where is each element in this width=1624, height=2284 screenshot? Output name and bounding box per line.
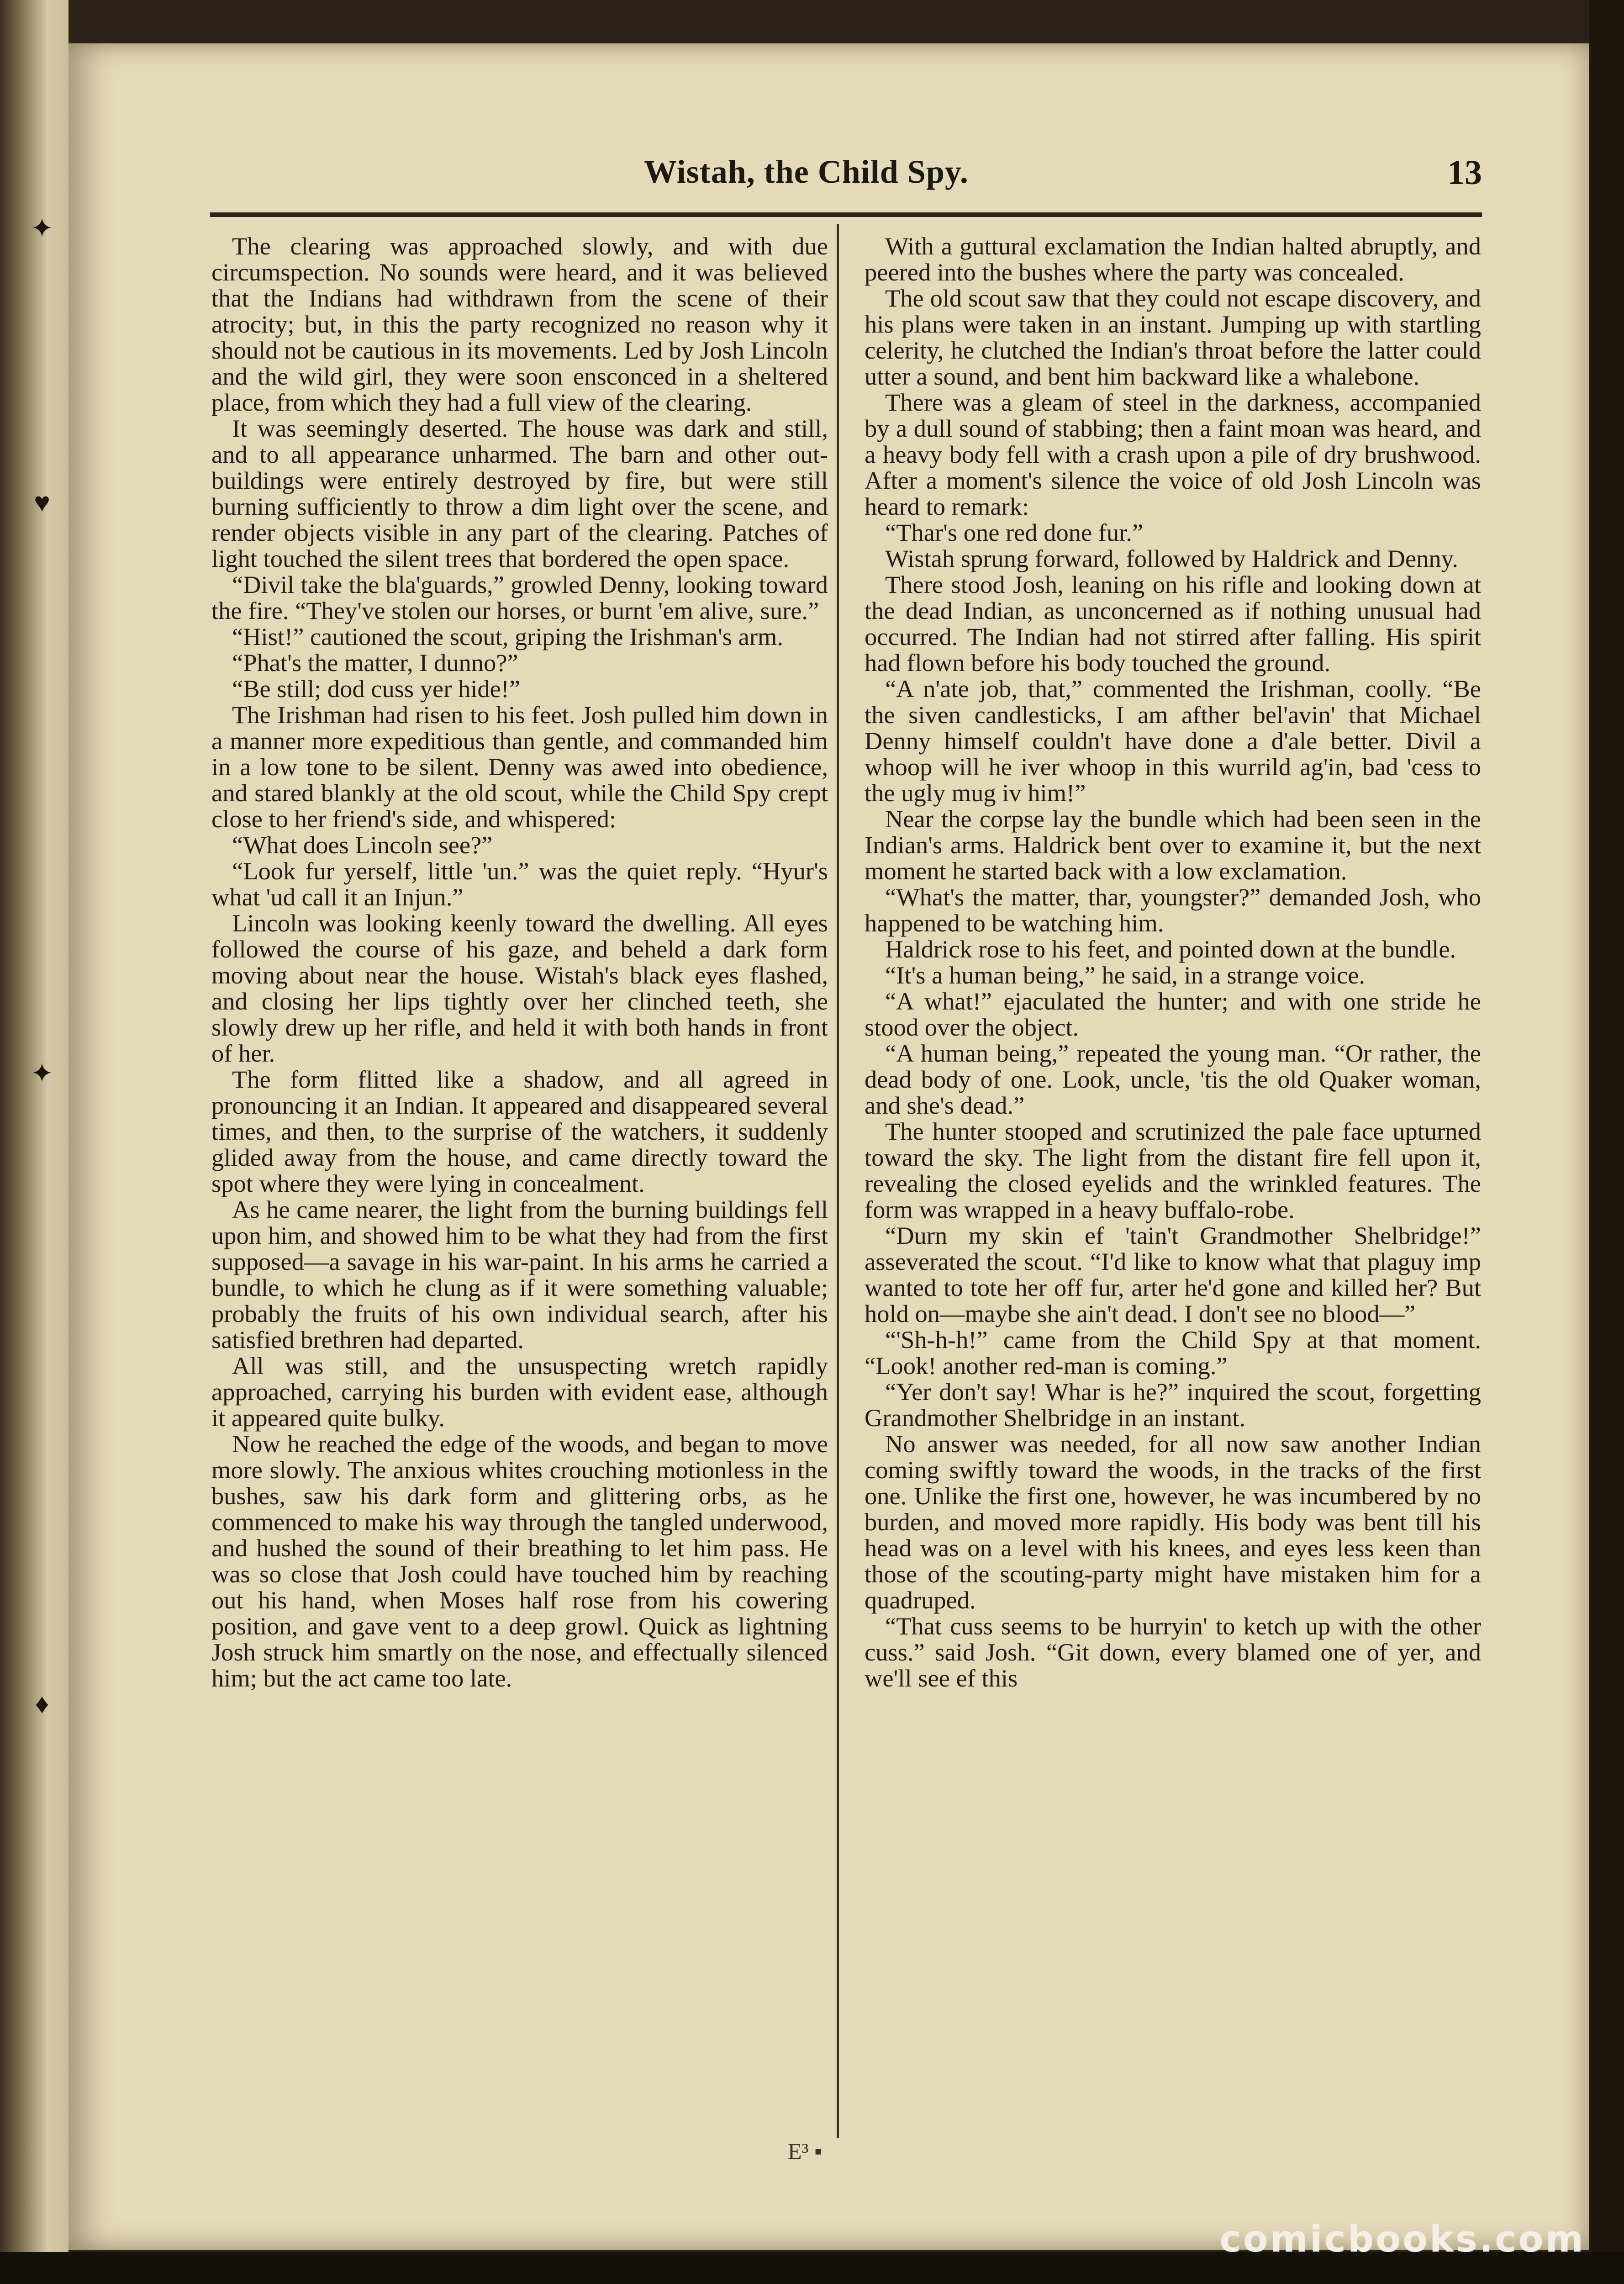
paragraph: The clearing was approached slowly, and with due circumspection. No sounds were heard, and it was believed that the Indians had withdrawn from the scene of their atrocity; but, in this the party recognized no reason why it should not be cautious in its movements. Led by Josh Lincoln and the wild girl, they were soon ensconced in a sheltered place, from which they had a full view of the clearing. — [211, 232, 828, 416]
paragraph: Wistah sprung forward, followed by Haldrick and Denny. — [885, 545, 1459, 572]
paragraph: As he came nearer, the light from the burning buildings fell upon him, and showed him to be what they had from the first supposed—a savage in his war-paint. In his arms he carried a bundle, to which he clung as if it were something valuable; probably the fruits of his own individual search, after his satisfied brethren had departed. — [211, 1195, 828, 1353]
paragraph: “It's a human being,” he said, in a strange voice. — [885, 961, 1366, 989]
column-divider — [837, 224, 839, 2138]
binding-stitch: ♥ — [34, 487, 50, 518]
paragraph: “Yer don't say! Whar is he?” inquired the scout, forgetting Grandmother Shelbridge in an instant. — [865, 1378, 1481, 1432]
page-number: 13 — [1447, 153, 1482, 192]
paragraph: All was still, and the unsuspecting wretch rapidly approached, carrying his burden with evident ease, although it appeared quite bulky. — [211, 1352, 828, 1432]
paragraph: Haldrick rose to his feet, and pointed down at the bundle. — [885, 935, 1456, 963]
binding-stitch: ✦ — [30, 1058, 54, 1089]
binding-stitch: ♦ — [35, 1689, 49, 1719]
paragraph: It was seemingly deserted. The house was dark and still, and to all appearance unharmed. The barn and other out-buildings were entirely destroyed by fire, but were still burning sufficiently to throw a dim light over the scene, and render objects visible in any part of the clearing. Patches of light touched the silent trees that bordered the open space. — [211, 414, 828, 572]
paragraph: “That cuss seems to be hurryin' to ketch up with the other cuss.” said Josh. “Git down, every blamed one of yer, and we'll see ef this — [865, 1612, 1481, 1692]
paragraph: “What does Lincoln see?” — [232, 831, 493, 859]
paragraph: “What's the matter, thar, youngster?” demanded Josh, who happened to be watching him. — [865, 883, 1481, 937]
paragraph: “Divil take the bla'guards,” growled Denny, looking toward the fire. “They've stolen our horses, or burnt 'em alive, sure.” — [211, 571, 828, 624]
binding-stitch: ✦ — [30, 213, 54, 243]
paragraph: “Hist!” cautioned the scout, griping the Irishman's arm. — [232, 623, 783, 650]
signature-mark: E³ ▪ — [788, 2138, 823, 2164]
paragraph: “Phat's the matter, I dunno?” — [232, 649, 518, 677]
paragraph: The form flitted like a shadow, and all agreed in pronouncing it an Indian. It appeared and disappeared several times, and then, to the surprise of the watchers, it suddenly glided away from the house, and came directly toward the spot where they were lying in concealment. — [211, 1065, 828, 1197]
paragraph: “A n'ate job, that,” commented the Irishman, coolly. “Be the siven candlesticks, I am afther bel'avin' that Michael Denny himself couldn't have done a d'ale better. Divil a whoop will he iver whoop in this wurrild ag'in, bad 'cess to the ugly mug iv him!” — [865, 675, 1481, 807]
paragraph: “A what!” ejaculated the hunter; and with one stride he stood over the object. — [865, 987, 1481, 1041]
paragraph: There stood Josh, leaning on his rifle and looking down at the dead Indian, as unconcerned as if nothing unusual had occurred. The Indian had not stirred after falling. His spirit had flown before his body touched the ground. — [865, 571, 1481, 677]
book-spine-edge — [0, 0, 69, 2284]
paragraph: With a guttural exclamation the Indian halted abruptly, and peered into the bushes where the party was concealed. — [865, 232, 1481, 286]
paragraph: Lincoln was looking keenly toward the dwelling. All eyes followed the course of his gaze, and beheld a dark form moving about near the house. Wistah's black eyes flashed, and closing her lips tightly over her clinched teeth, she slowly drew up her rifle, and held it with both hands in front of her. — [211, 909, 828, 1067]
paragraph: “Durn my skin ef 'tain't Grandmother Shelbridge!” asseverated the scout. “I'd like to know what that plaguy imp wanted to tote her off fur, arter he'd gone and killed her? But hold on—maybe she ain't dead. I don't see no blood—” — [865, 1221, 1481, 1327]
site-watermark: comicbooks.com — [1219, 2218, 1585, 2260]
paragraph: Near the corpse lay the bundle which had been seen in the Indian's arms. Haldrick bent over to examine it, but the next moment he started back with a low exclamation. — [865, 805, 1481, 885]
paragraph: Now he reached the edge of the woods, and began to move more slowly. The anxious whites crouching motionless in the bushes, saw his dark form and glittering orbs, as he commenced to make his way through the tangled underwood, and hushed the sound of their breathing to let him pass. He was so close that Josh could have touched him by reaching out his hand, when Moses half rose from his cowering position, and gave vent to a deep growl. Quick as lightning Josh struck him smartly on the nose, and effectually silenced him; but the act came too late. — [211, 1430, 828, 1692]
paragraph: The old scout saw that they could not escape discovery, and his plans were taken in an instant. Jumping up with startling celerity, he clutched the Indian's throat before the latter could utter a sound, and bent him backward like a whalebone. — [865, 284, 1481, 390]
left-text-column — [211, 233, 828, 1691]
paragraph: There was a gleam of steel in the darkness, accompanied by a dull sound of stabbing; then a faint moan was heard, and a heavy body fell with a crash upon a pile of dry brushwood. After a moment's silence the voice of old Josh Lincoln was heard to remark: — [865, 388, 1481, 520]
right-border — [1589, 0, 1624, 2284]
paragraph: The hunter stooped and scrutinized the pale face upturned toward the sky. The light from the distant fire fell upon it, revealing the closed eyelids and the wrinkled features. The form was wrapped in a heavy buffalo-robe. — [865, 1117, 1481, 1223]
running-title: Wistah, the Child Spy. — [644, 153, 969, 190]
right-text-column — [865, 233, 1481, 1691]
paragraph: “Thar's one red done fur.” — [885, 518, 1144, 546]
header-rule — [210, 212, 1482, 217]
paragraph: “A human being,” repeated the young man. “Or rather, the dead body of one. Look, uncle, 'tis the old Quaker woman, and she's dead.” — [865, 1039, 1481, 1119]
paragraph: “Look fur yerself, little 'un.” was the quiet reply. “Hyur's what 'ud call it an Injun.” — [211, 857, 828, 911]
paragraph: No answer was needed, for all now saw another Indian coming swiftly toward the woods, in the tracks of the first one. Unlike the first one, however, he was incumbered by no burden, and moved more rapidly. His body was bent till his head was on a level with his knees, and eyes less keen than those of the scouting-party might have mistaken him for a quadruped. — [865, 1430, 1481, 1614]
paragraph: “Be still; dod cuss yer hide!” — [232, 675, 521, 703]
paragraph: The Irishman had risen to his feet. Josh pulled him down in a manner more expeditious than gentle, and commanded him in a low tone to be silent. Denny was awed into obedience, and stared blankly at the old scout, while the Child Spy crept close to her friend's side, and whispered: — [211, 701, 828, 833]
page-header — [208, 153, 1482, 208]
paragraph: “'Sh-h-h!” came from the Child Spy at that moment. “Look! another red-man is coming.” — [865, 1326, 1481, 1380]
